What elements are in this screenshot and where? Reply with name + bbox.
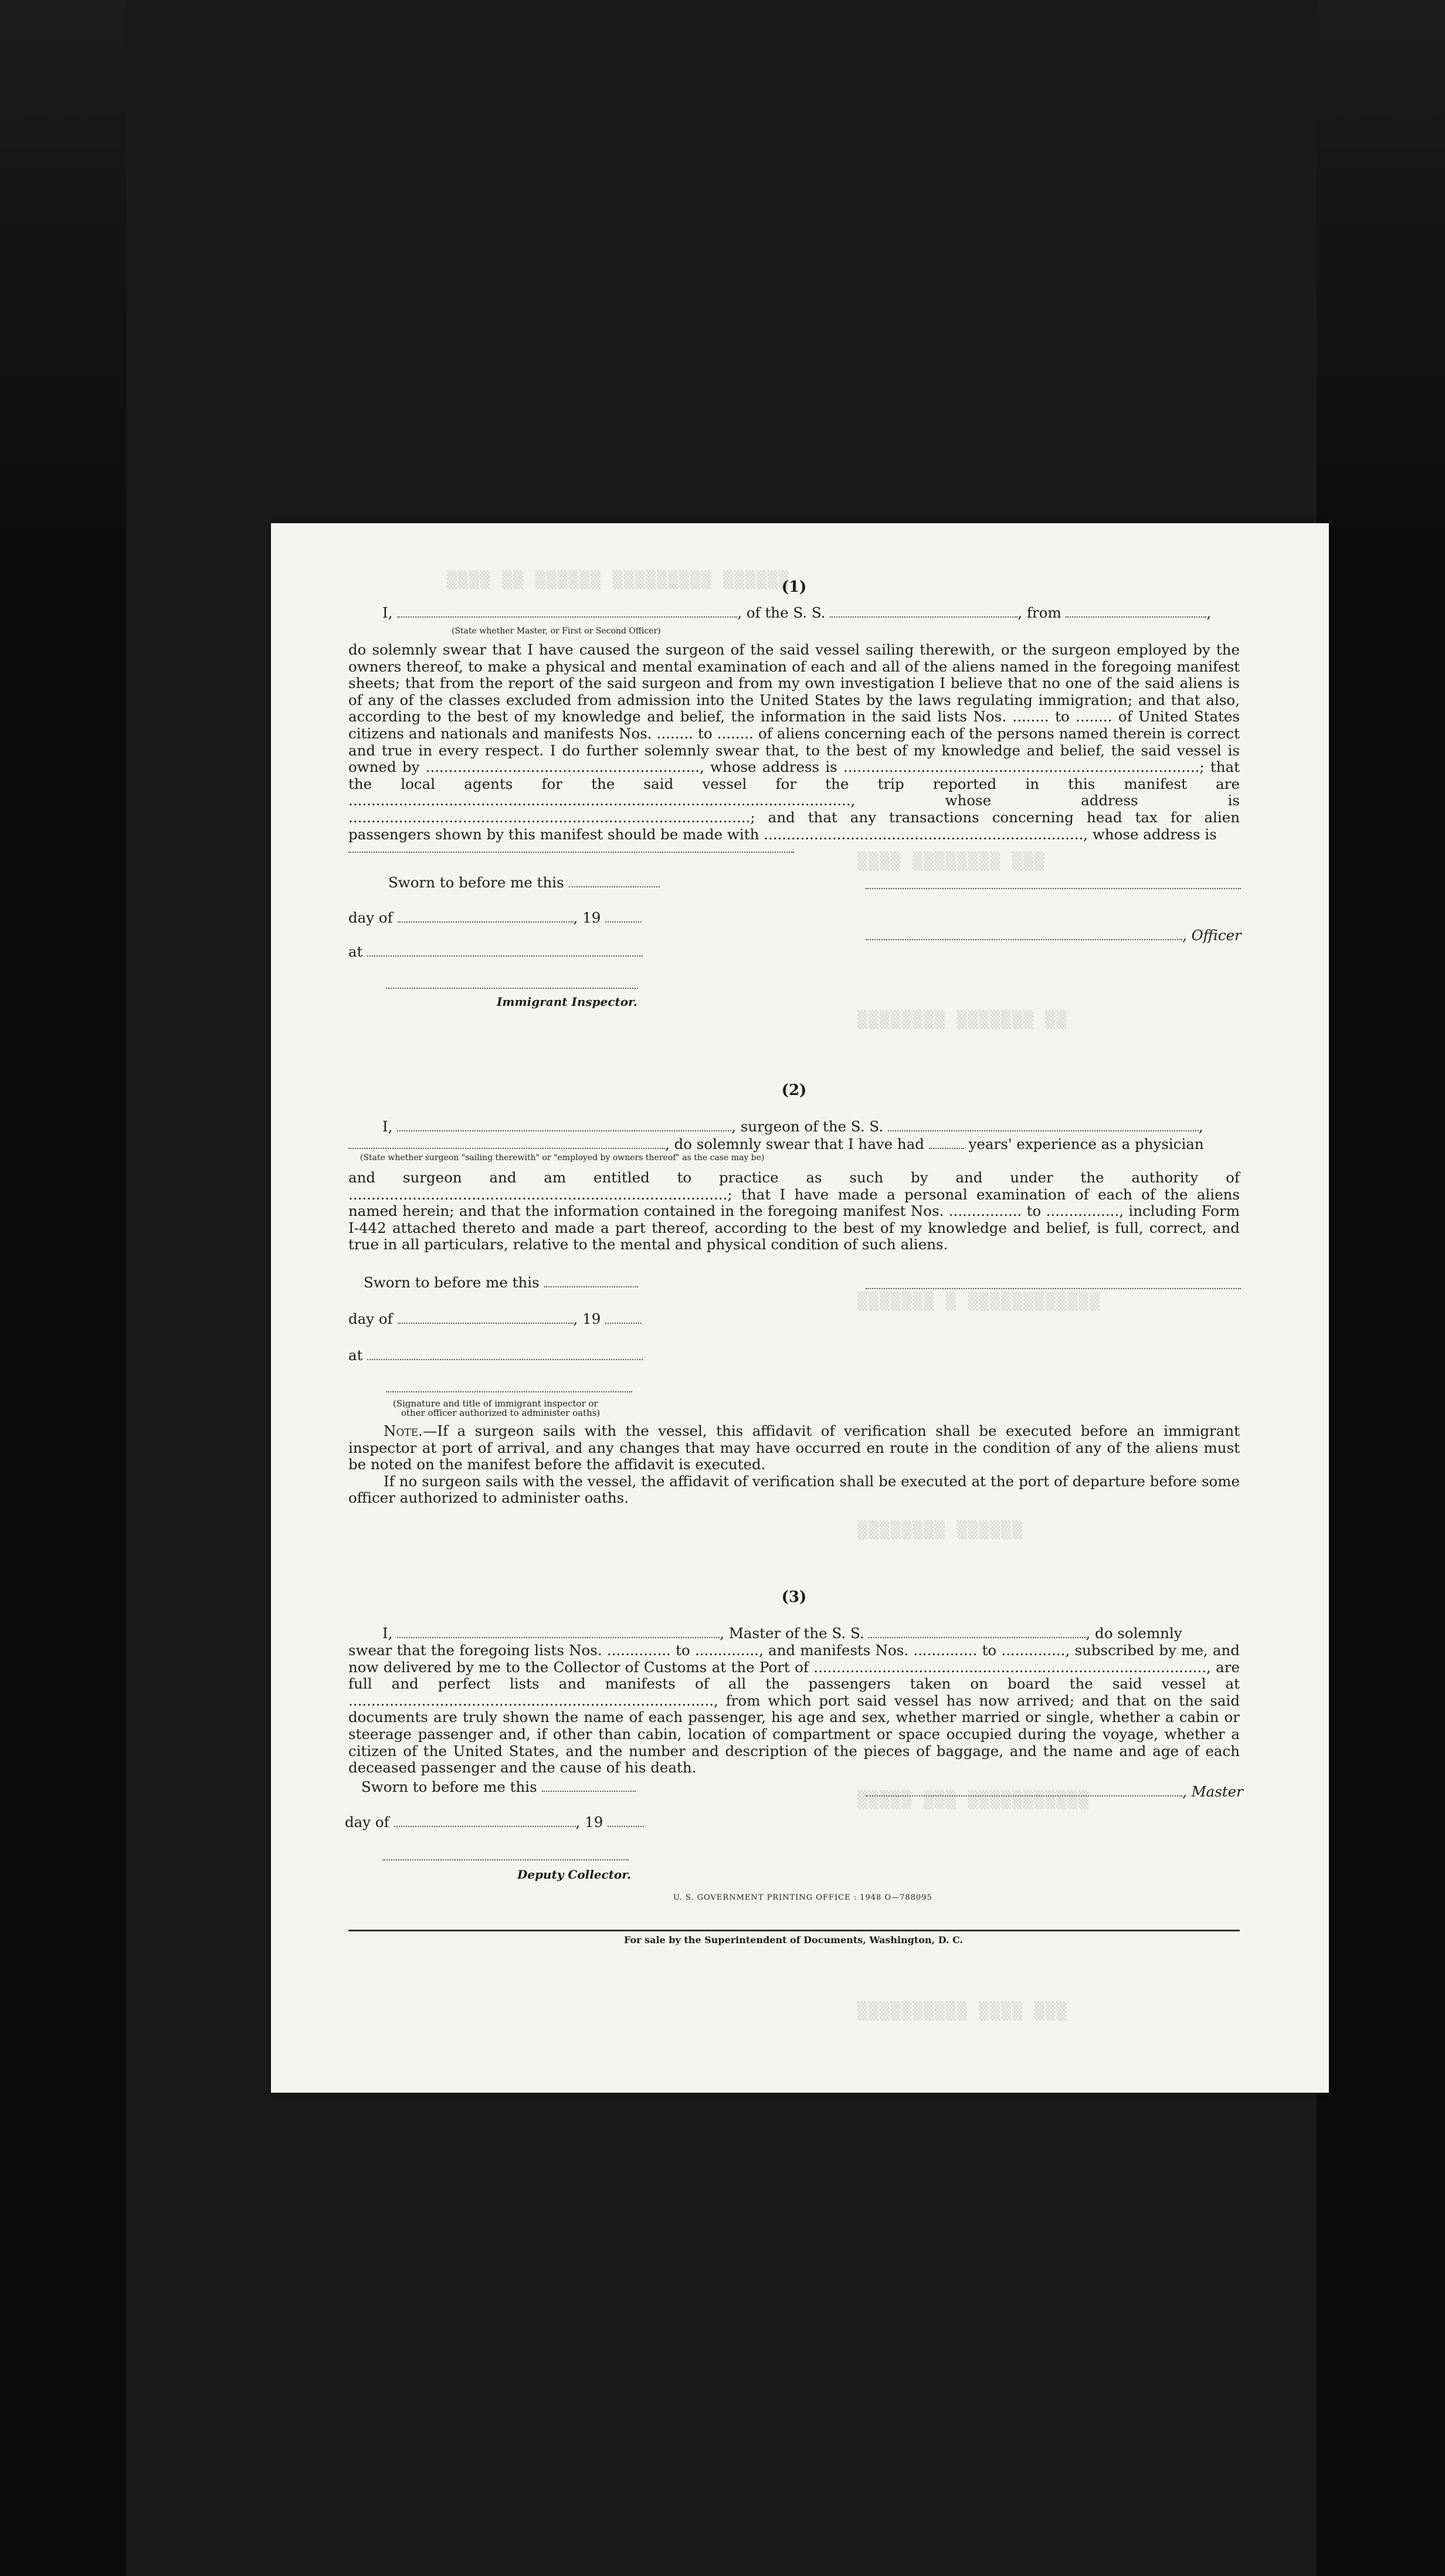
section-2-opening: I, , surgeon of the S. S. ,: [382, 1118, 1203, 1135]
section-2-line2: , do solemnly swear that I have had years' experience as a physician: [348, 1136, 1204, 1153]
section-2-day: day of , 19: [348, 1310, 642, 1327]
document-page: [271, 523, 1329, 2093]
section-1-officer: , Officer: [866, 927, 1242, 944]
master-hint: (State whether Master, or First or Second Officer): [452, 626, 661, 636]
section-1-number: (1): [781, 578, 807, 596]
note-label: Note.: [384, 1422, 423, 1439]
section-2-number: (2): [781, 1082, 807, 1099]
for-sale-notice: For sale by the Superintendent of Documents, Washington, D. C.: [624, 1934, 964, 1945]
section-2-signature-line: [866, 1288, 1241, 1289]
note-2: If no surgeon sails with the vessel, the affidavit of verification shall be executed at the port of departure before some officer authorized to administer oaths.: [348, 1472, 1240, 1507]
section-1-address-line: [348, 852, 794, 853]
section-2-text: and surgeon and am entitled to practice as such by and under the authority of ...................................................................................; that I have made a personal examination of each of the aliens named herein; and that the information contained in the foregoing manifest Nos. ................ to ................, including Form I-442 attached thereto and made a part thereof, according to the best of my knowledge and belief, is full, correct, and true in all particulars, relative to the mental and physical condition of such aliens.: [348, 1169, 1240, 1253]
section-3-opening: I, , Master of the S. S. , do solemnly: [382, 1625, 1182, 1642]
section-3-number: (3): [781, 1588, 807, 1606]
inspector-label: Immigrant Inspector.: [497, 995, 637, 1009]
section-3-body: [348, 1642, 1240, 1777]
section-1-sworn: Sworn to before me this: [388, 874, 660, 891]
section-1-opening: I, , of the S. S. , from ,: [382, 604, 1212, 621]
bleed-through: ▒▒▒▒▒▒▒▒ ▒▒▒▒▒▒▒ ▒▒: [857, 1010, 1068, 1029]
bleed-through: ▒▒▒▒ ▒▒▒▒▒▒▒▒ ▒▒▒: [857, 852, 1046, 871]
section-3-day: day of , 19: [345, 1814, 644, 1831]
section-2-sig-hint-2: other officer authorized to administer oaths): [401, 1408, 601, 1418]
section-2-inspector-line: [386, 1391, 632, 1392]
section-3-text: swear that the foregoing lists Nos. .............. to .............., and manifests Nos. .............. to .............., subscribed by me, and now delivered by me to the Collector of Customs at the Port of ......................................................................................, are full and perfect lists and manifests of all the passengers taken on board the said vessel at ................................................................................, from which port said vessel has now arrived; and that on the said documents are truly shown the name of each passenger, his age and sex, whether married or single, whether a cabin or steerage passenger and, if other than cabin, location of compartment or space occupied during the voyage, whether a citizen of the United States, and the number and description of the pieces of baggage, and the name and age of each deceased passenger and the cause of his death.: [348, 1642, 1240, 1777]
inspector-signature-line: [386, 988, 638, 989]
section-1-body: [348, 642, 1240, 843]
section-1-at: at: [348, 943, 643, 960]
bleed-through: ▒▒▒▒▒▒▒▒▒▒ ▒▒▒▒ ▒▒▒: [857, 2001, 1068, 2021]
section-3-sworn: Sworn to before me this: [361, 1778, 636, 1795]
gpo-imprint: U. S. GOVERNMENT PRINTING OFFICE : 1948 O—788095: [673, 1893, 932, 1902]
section-3-master: , Master: [866, 1783, 1243, 1800]
note-text: —If a surgeon sails with the vessel, this affidavit of verification shall be executed before an immigrant inspector at port of arrival, and any changes that may have occurred en route in the condition of any of the aliens must be noted on the manifest before the affidavit is executed.: [348, 1422, 1240, 1473]
bleed-through: ▒▒▒▒ ▒▒ ▒▒▒▒▒▒ ▒▒▒▒▒▒▒▒▒ ▒▒▒▒▒▒: [447, 570, 790, 589]
bleed-through: ▒▒▒▒▒ ▒▒▒ ▒▒▒▒▒▒▒▒▒▒▒: [857, 1790, 1090, 1809]
collector-label: Deputy Collector.: [517, 1867, 632, 1882]
section-1-text: do solemnly swear that I have caused the surgeon of the said vessel sailing therewith, or the surgeon employed by the owners thereof, to make a physical and mental examination of each and all of the aliens named in the foregoing manifest sheets; that from the report of the said surgeon and from my own investigation I believe that no one of the said aliens is of any of the classes excluded from admission into the United States by the laws regulating immigration; and that also, according to the best of my knowledge and belief, the information in the said lists Nos. ........ to ........ of United States citizens and nationals and manifests Nos. ........ to ........ of aliens concerning each of the persons named therein is correct and true in every respect. I do further solemnly swear that, to the best of my knowledge and belief, the said vessel is owned by ............................................................, whose address is ..............................................................................; that the local agents for the said vessel for the trip reported in this manifest are .............................................................................................................., whose address is ........................................................................................; and that any transactions concerning head tax for alien passengers shown by this manifest should be made with ......................................................................, whose address is: [348, 641, 1240, 843]
section-2-sig-hint-1: (Signature and title of immigrant inspector or: [393, 1398, 598, 1409]
bleed-through: ▒▒▒▒▒▒▒ ▒ ▒▒▒▒▒▒▒▒▒▒▒▒: [857, 1292, 1101, 1311]
section-2-sworn: Sworn to before me this: [364, 1274, 638, 1291]
collector-signature-line: [382, 1859, 629, 1860]
surgeon-hint: (State whether surgeon "sailing therewith" or "employed by owners thereof" as the case may be): [360, 1153, 765, 1162]
section-2-body: [348, 1170, 1240, 1253]
section-1-signature-line: [866, 888, 1241, 889]
section-2-note: [348, 1423, 1240, 1507]
section-2-at: at: [348, 1347, 643, 1364]
footer-rule: [348, 1930, 1240, 1931]
bleed-through: ▒▒▒▒▒▒▒▒ ▒▒▒▒▒▒: [857, 1520, 1023, 1540]
section-1-day: day of , 19: [348, 909, 642, 926]
